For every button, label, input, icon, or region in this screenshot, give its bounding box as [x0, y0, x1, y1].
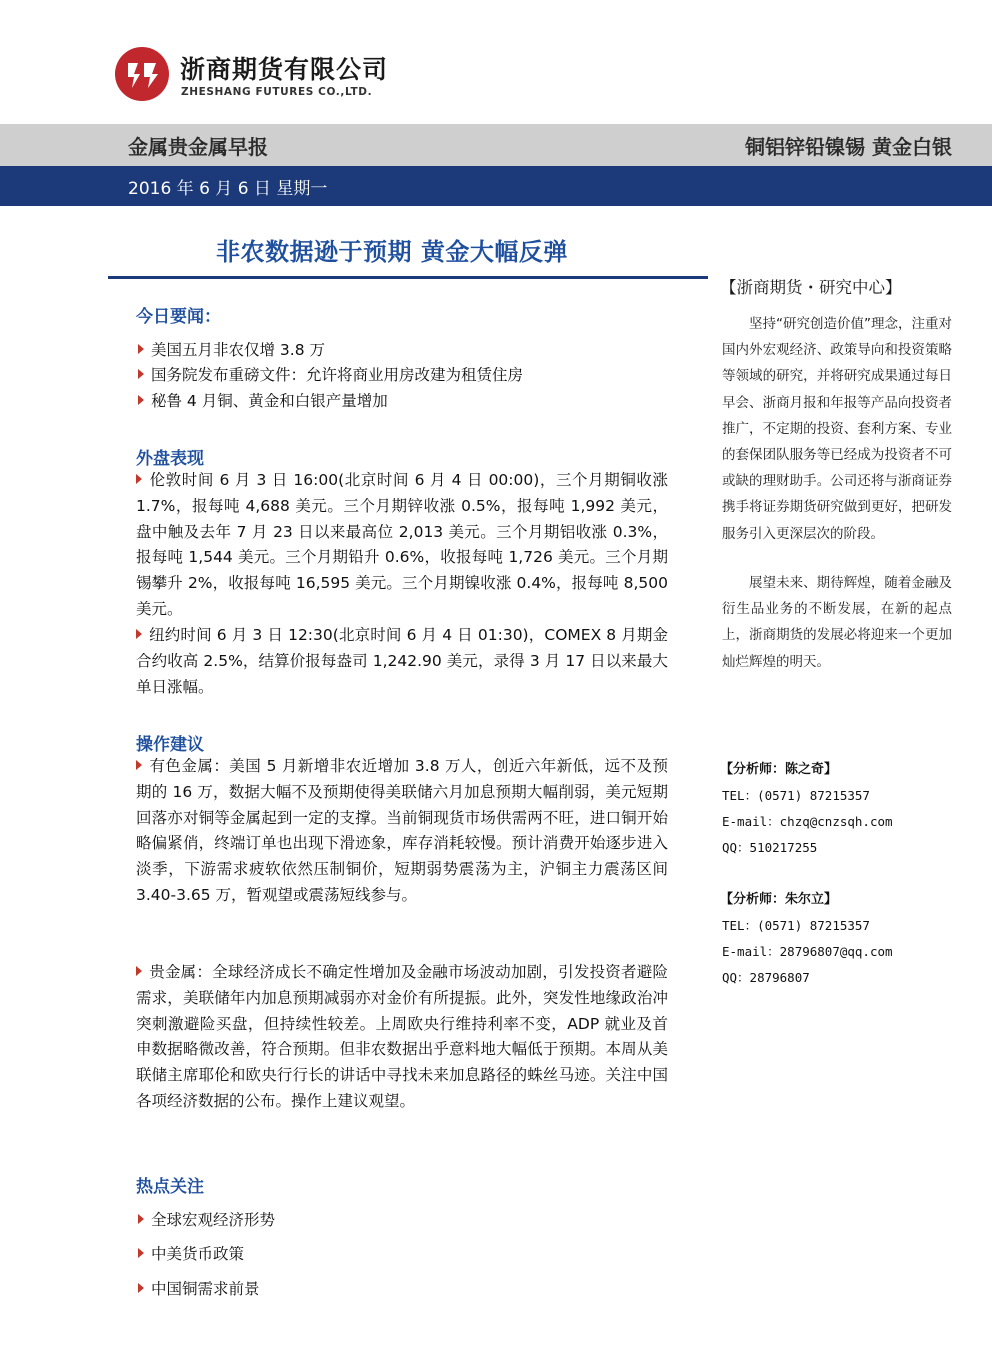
advice-paragraph-1: 有色金属：美国 5 月新增非农近增加 3.8 万人，创近六年新低，远不及预期的 16 万，数据大幅不及预期使得美联储六月加息预期大幅削弱，美元短期回落亦对铜等金属起到一定的支撑。当前铜现货市场供需两不旺，进口铜开始略偏紧俏，终端订单也出现下滑迹象，库存消耗较慢。预计消费开始逐步进入淡季，下游需求疲软依然压制铜价，短期弱势震荡为主，沪铜主力震荡区间 3.40-3.65 万，暂观望或震荡短线参与。 [136, 757, 668, 904]
overseas-paragraph-1: 伦敦时间 6 月 3 日 16:00(北京时间 6 月 4 日 00:00)，三个月期铜收涨 1.7%，报每吨 4,688 美元。三个月期锌收涨 0.5%，报每吨 1,992 美元，盘中触及去年 7 月 23 日以来最高位 2,013 美元。三个月期铝收涨 0.3%，报每吨 1,544 美元。三个月期铅升 0.6%，收报每吨 1,726 美元。三个月期锡攀升 2%，收报每吨 16,595 美元。三个月期镍收涨 0.4%，报每吨 8,500 美元。 [136, 471, 668, 618]
news-heading: 今日要闻： [136, 307, 221, 327]
bullet-icon [136, 474, 142, 484]
analyst-2-tel: TEL：(0571) 87215357 [722, 918, 870, 933]
news-item: 秘鲁 4 月铜、黄金和白银产量增加 [138, 389, 388, 415]
report-type: 金属贵金属早报 [128, 135, 268, 159]
report-date: 2016 年 6 月 6 日 星期一 [128, 179, 328, 199]
advice-heading: 操作建议 [136, 735, 204, 755]
bullet-icon [138, 1248, 144, 1258]
company-name-cn: 浙商期货有限公司 [180, 55, 389, 84]
analyst-1-name: 【分析师：陈之奇】 [720, 762, 838, 777]
hotspot-item: 中美货币政策 [138, 1242, 244, 1268]
advice-paragraph-2: 贵金属：全球经济成长不确定性增加及金融市场波动加剧，引发投资者避险需求，美联储年内加息预期减弱亦对金价有所提振。此外，突发性地缘政治冲突刺激避险买盘，但持续性较差。上周欧央行维持利率不变，ADP 就业及首申数据略微改善，符合预期。但非农数据出乎意料地大幅低于预期。本周从美联储主席耶伦和欧央行行长的讲话中寻找未来加息路径的蛛丝马迹。关注中国各项经济数据的公布。操作上建议观望。 [136, 963, 668, 1110]
bullet-icon [136, 629, 142, 639]
hotspot-item: 中国铜需求前景 [138, 1277, 260, 1303]
analyst-1-tel: TEL：(0571) 87215357 [722, 788, 870, 803]
company-logo [114, 46, 170, 102]
report-title: 非农数据逊于预期 黄金大幅反弹 [216, 238, 568, 266]
analyst-2-email[interactable]: E-mail：28796807@qq.com [722, 944, 893, 959]
company-name-en: ZHESHANG FUTURES CO.,LTD. [181, 86, 373, 98]
news-item: 国务院发布重磅文件：允许将商业用房改建为租赁住房 [138, 363, 523, 389]
overseas-heading: 外盘表现 [136, 449, 204, 469]
bullet-icon [136, 760, 142, 770]
bullet-icon [138, 344, 144, 354]
overseas-paragraph-2: 纽约时间 6 月 3 日 12:30(北京时间 6 月 4 日 01:30)，COMEX 8 月期金合约收高 2.5%，结算价报每盎司 1,242.90 美元，录得 3 月 17 日以来最大单日涨幅。 [136, 626, 668, 696]
hotspots-heading: 热点关注 [136, 1177, 204, 1197]
bullet-icon [138, 369, 144, 379]
bullet-icon [136, 966, 142, 976]
bullet-icon [138, 395, 144, 405]
bullet-icon [138, 1214, 144, 1224]
analyst-2-qq: QQ：28796807 [722, 970, 810, 985]
research-center-heading: 【浙商期货・研究中心】 [720, 278, 902, 297]
report-metals: 铜铝锌铅镍锡 黄金白银 [745, 135, 952, 159]
title-divider [108, 276, 708, 279]
analyst-2-name: 【分析师：朱尔立】 [720, 892, 838, 907]
research-center-intro: 坚持“研究创造价值”理念，注重对国内外宏观经济、政策导向和投资策略等领域的研究，并将研究成果通过每日早会、浙商月报和年报等产品向投资者推广，不定期的投资、套利方案、专业的套保团队服务等已经成为投资者不可或缺的理财助手。公司还将与浙商证券携手将证券期货研究做到更好，把研发服务引入更深层次的阶段。 [722, 316, 952, 542]
news-item: 美国五月非农仅增 3.8 万 [138, 338, 325, 364]
hotspot-item: 全球宏观经济形势 [138, 1208, 275, 1234]
analyst-1-email[interactable]: E-mail：chzq@cnzsqh.com [722, 814, 893, 829]
bullet-icon [138, 1283, 144, 1293]
research-center-outlook: 展望未来、期待辉煌，随着金融及衍生品业务的不断发展，在新的起点上，浙商期货的发展必将迎来一个更加灿烂辉煌的明天。 [722, 575, 952, 670]
analyst-1-qq: QQ：510217255 [722, 840, 818, 855]
